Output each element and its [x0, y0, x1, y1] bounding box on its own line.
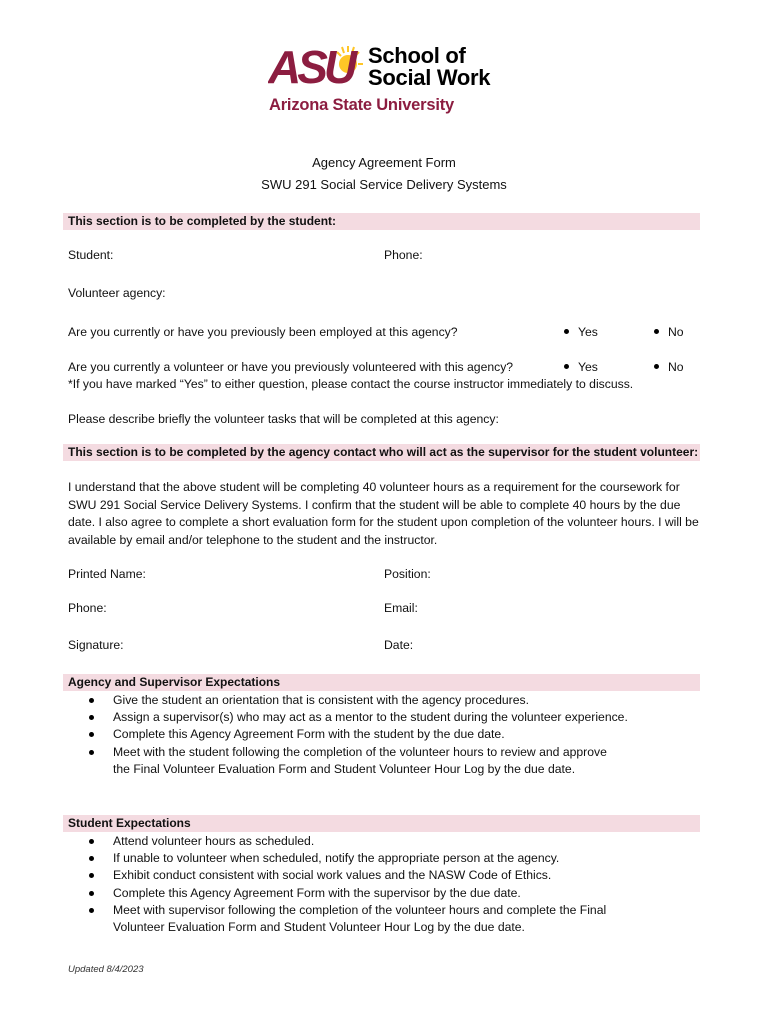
bullet-icon	[564, 364, 569, 369]
list-item: Give the student an orientation that is consistent with the agency procedures.	[88, 692, 648, 709]
list-item: Attend volunteer hours as scheduled.	[88, 833, 648, 850]
employed-yes-option[interactable]	[564, 325, 598, 339]
list-item: Meet with the student following the completion of the volunteer hours to review and approve the Final Volunteer Evaluation Form and Student Volunteer Hour Log by the due date.	[88, 744, 618, 778]
bullet-icon	[654, 329, 659, 334]
no-label: No	[668, 325, 684, 339]
volunteered-yes-option[interactable]	[564, 360, 598, 374]
employed-question: Are you currently or have you previously been employed at this agency?	[68, 325, 458, 339]
asu-logo	[268, 44, 508, 120]
email-label: Email:	[384, 601, 418, 615]
employed-no-option[interactable]	[654, 325, 684, 339]
student-label: Student:	[68, 248, 114, 262]
bullet-icon	[654, 364, 659, 369]
date-label: Date:	[384, 638, 414, 652]
bullet-icon	[564, 329, 569, 334]
form-title: Agency Agreement Form	[312, 155, 456, 170]
list-item: Exhibit conduct consistent with social work values and the NASW Code of Ethics.	[88, 867, 648, 884]
updated-date: Updated 8/4/2023	[68, 964, 144, 975]
list-item: Complete this Agency Agreement Form with the supervisor by the due date.	[88, 885, 648, 902]
agency-statement: I understand that the above student will be completing 40 volunteer hours as a requirement for the coursework for SWU 291 Social Service Delivery Systems. I confirm that the student will be able to complete 40 hours by the due date. I also agree to complete a short evaluation form for the student upon completion of the volunteer hours. I will be available by email and/or telephone to the student and the instructor.	[68, 480, 699, 547]
student-expectations-heading: Student Expectations	[63, 815, 700, 832]
course-title: SWU 291 Social Service Delivery Systems	[261, 177, 507, 192]
volunteered-no-option[interactable]	[654, 360, 684, 374]
describe-tasks-label: Please describe briefly the volunteer tasks that will be completed at this agency:	[68, 412, 499, 426]
printed-name-label: Printed Name:	[68, 567, 146, 581]
school-name-line2: Social Work	[368, 65, 491, 90]
university-name: Arizona State University	[269, 96, 455, 114]
asu-wordmark: ASU	[268, 44, 354, 88]
no-label: No	[668, 360, 684, 374]
list-item: Complete this Agency Agreement Form with the student by the due date.	[88, 726, 648, 743]
student-section-heading: This section is to be completed by the student:	[63, 213, 700, 230]
yes-label: Yes	[578, 360, 598, 374]
asu-sunburst-mark	[268, 44, 364, 88]
school-name-line1: School of	[368, 43, 466, 68]
yes-label: Yes	[578, 325, 598, 339]
volunteer-agency-label: Volunteer agency:	[68, 286, 166, 300]
list-item: Assign a supervisor(s) who may act as a mentor to the student during the volunteer experience.	[88, 709, 648, 726]
student-phone-label: Phone:	[384, 248, 423, 262]
list-item: If unable to volunteer when scheduled, notify the appropriate person at the agency.	[88, 850, 648, 867]
agency-expectations-heading: Agency and Supervisor Expectations	[63, 674, 700, 691]
agency-phone-label: Phone:	[68, 601, 107, 615]
position-label: Position:	[384, 567, 431, 581]
volunteered-question: Are you currently a volunteer or have you previously volunteered with this agency?	[68, 360, 514, 374]
agency-section-heading: This section is to be completed by the agency contact who will act as the supervisor for the student volunteer:	[63, 444, 700, 461]
student-expectations-list	[88, 833, 648, 936]
signature-label: Signature:	[68, 638, 124, 652]
list-item: Meet with supervisor following the completion of the volunteer hours and complete the Final Volunteer Evaluation Form and Student Volunteer Hour Log by the due date.	[88, 902, 648, 936]
agency-expectations-list	[88, 692, 648, 778]
yes-note: *If you have marked “Yes” to either question, please contact the course instructor immediately to discuss.	[68, 377, 634, 391]
